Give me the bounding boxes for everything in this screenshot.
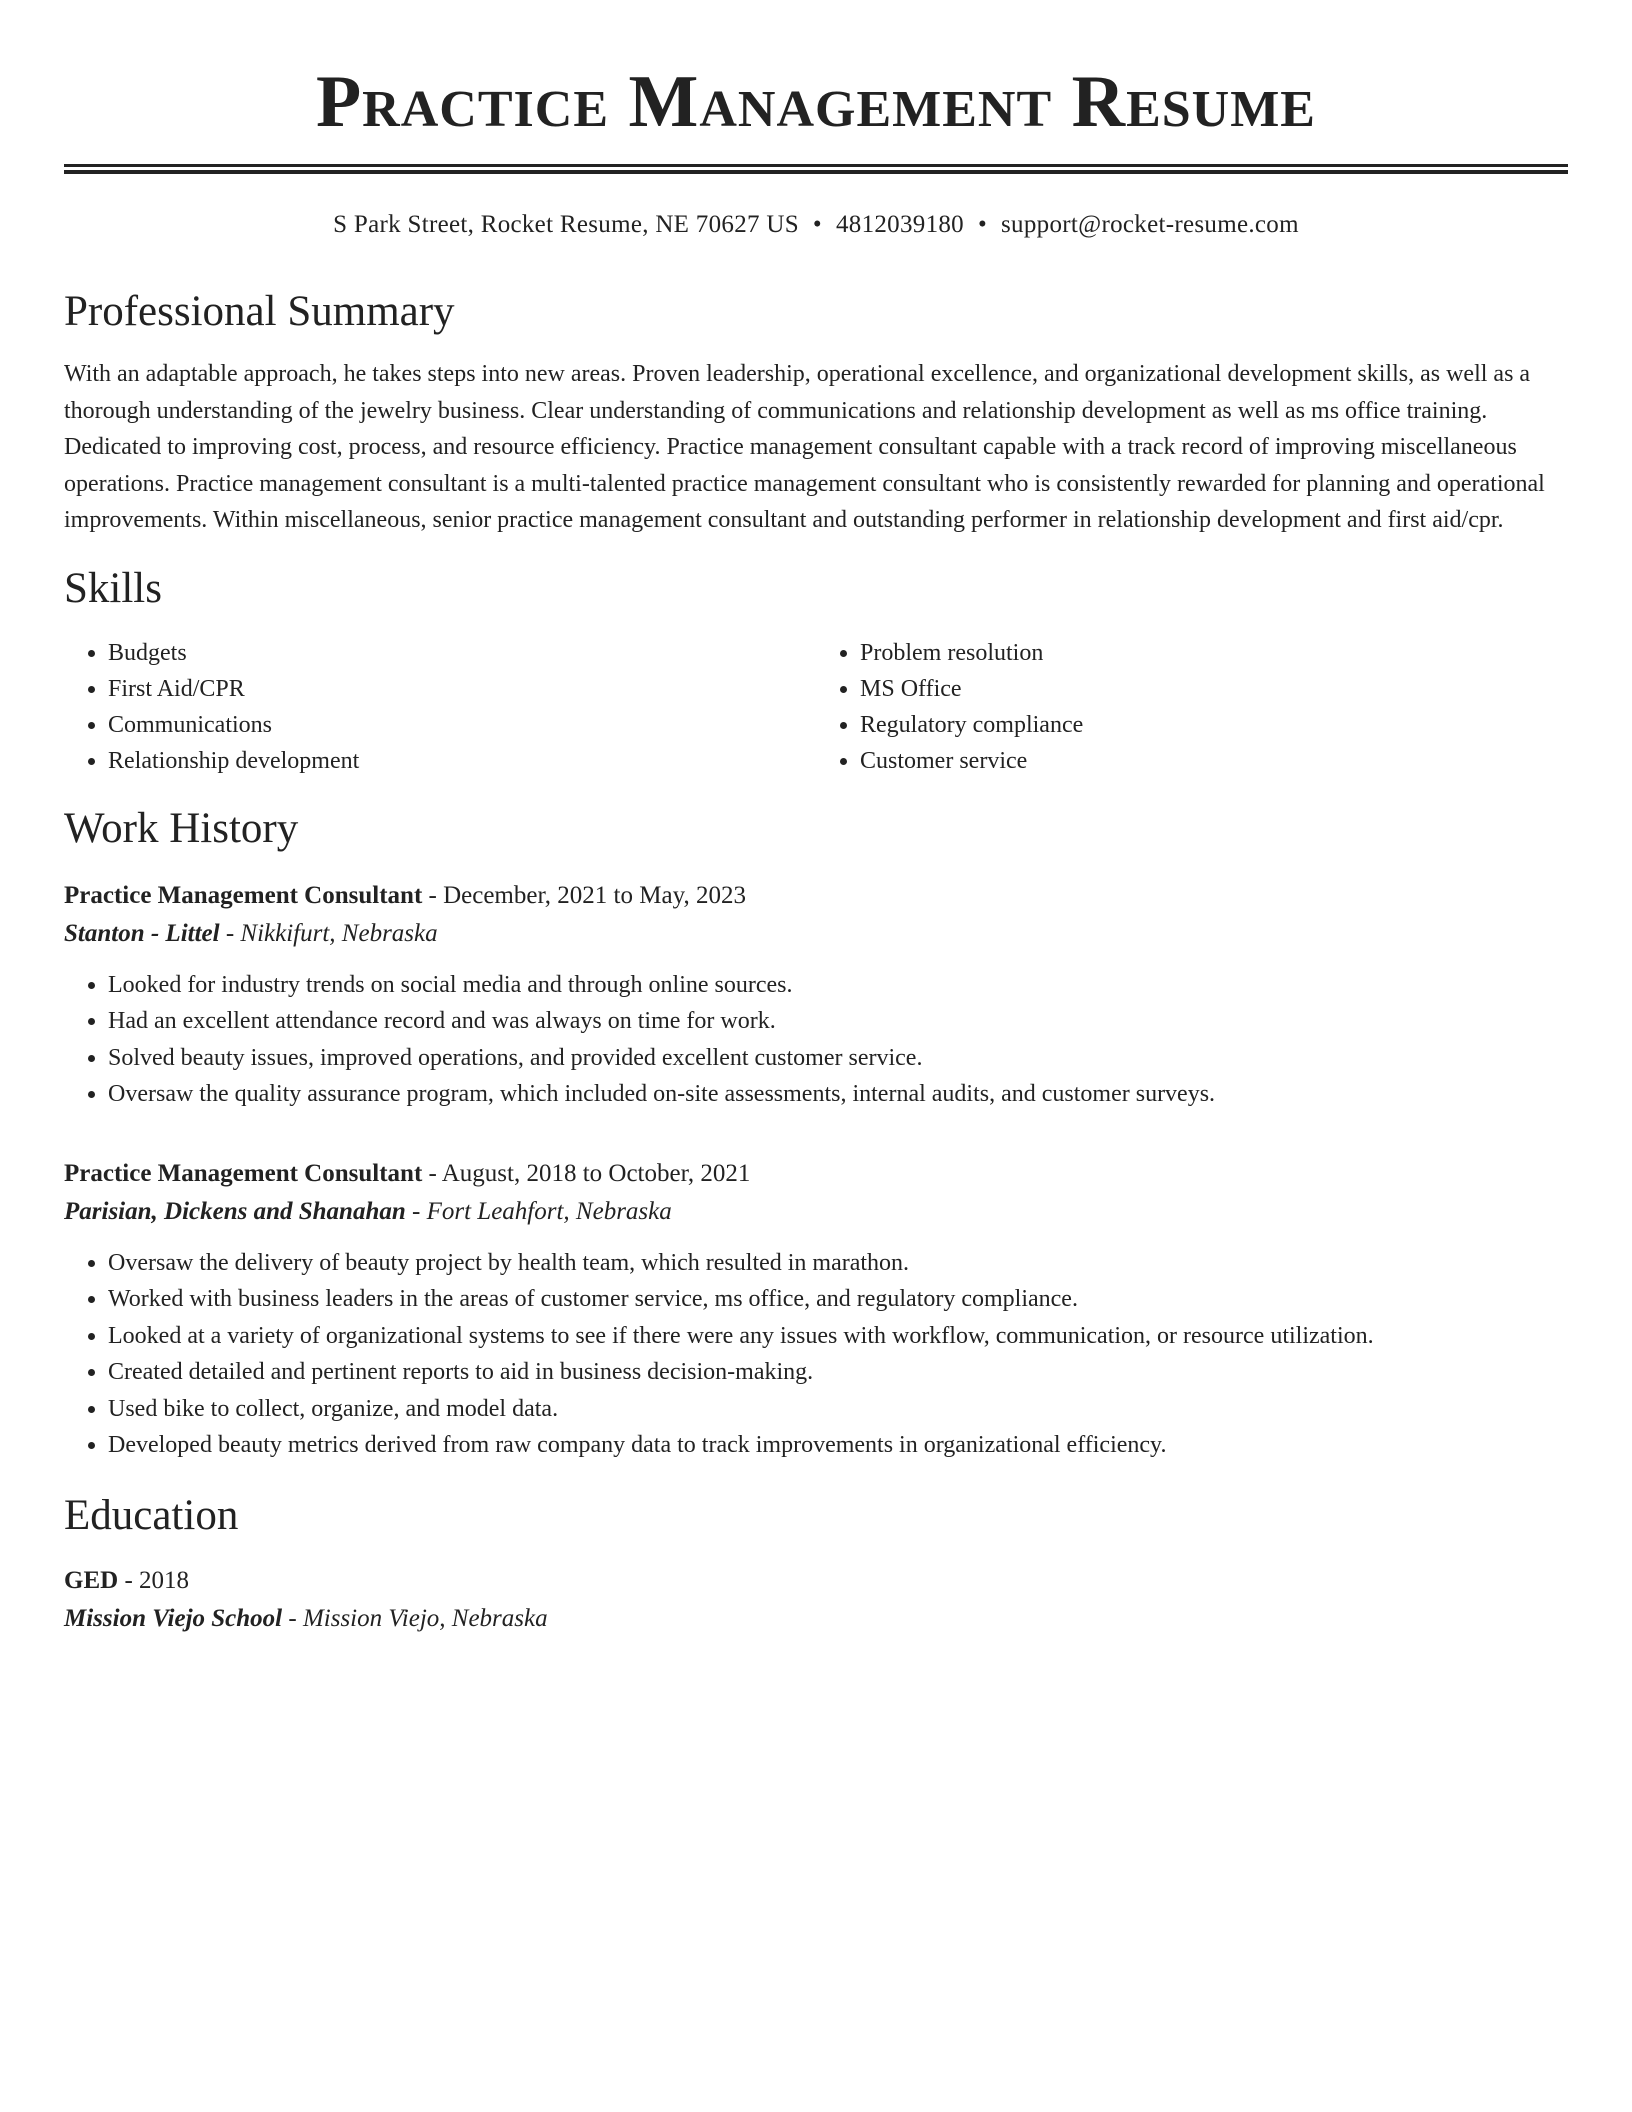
education-location: - Mission Viejo, Nebraska	[282, 1604, 548, 1632]
work-history-heading: Work History	[64, 804, 299, 852]
contact-address: S Park Street, Rocket Resume, NE 70627 US	[333, 211, 799, 238]
skill-item: • Regulatory compliance	[860, 707, 1568, 743]
job-bullet: • Used bike to collect, organize, and model data.	[108, 1391, 1568, 1428]
job-role: Practice Management Consultant	[64, 881, 423, 909]
job-bullet: • Had an excellent attendance record and was always on time for work.	[108, 1003, 1568, 1040]
education-school: Mission Viejo School	[64, 1604, 283, 1632]
job-employer: Stanton - Littel	[64, 919, 220, 947]
job-bullet: • Looked at a variety of organizational systems to see if there were any issues with workflow, communication, or resource utilization.	[108, 1318, 1568, 1355]
job-bullet: • Solved beauty issues, improved operations, and provided excellent customer service.	[108, 1040, 1568, 1077]
education-degree-line	[64, 1562, 1568, 1600]
education-entry	[64, 1562, 1568, 1638]
job-entry	[64, 1155, 1568, 1464]
contact-phone: 4812039180	[835, 211, 964, 238]
job-title-line	[64, 1155, 1568, 1193]
skills-list	[64, 635, 1568, 779]
job-dates: - December, 2021 to May, 2023	[422, 881, 746, 909]
summary-text: With an adaptable approach, he takes steps into new areas. Proven leadership, operational excellence, and organizational development skills, as well as a thorough understanding of the jewelry business. Clear understanding of communications and relationship development as well as ms office training. Dedicated to improving cost, process, and resource efficiency. Practice management consultant capable with a track record of improving miscellaneous operations. Practice management consultant is a multi-talented practice management consultant who is consistently rewarded for planning and operational improvements. Within miscellaneous, senior practice management consultant and outstanding performer in relationship development and first aid/cpr.	[64, 361, 1545, 534]
skill-item: • Relationship development	[108, 743, 816, 779]
job-role: Practice Management Consultant	[64, 1159, 423, 1187]
skill-item: • Customer service	[860, 743, 1568, 779]
skills-heading: Skills	[64, 564, 162, 612]
job-bullet: • Looked for industry trends on social media and through online sources.	[108, 967, 1568, 1004]
skill-item: • Problem resolution	[860, 635, 1568, 671]
skills-column-right	[816, 635, 1568, 779]
job-bullet: • Developed beauty metrics derived from raw company data to track improvements in organizational efficiency.	[108, 1427, 1568, 1464]
skill-item: • MS Office	[860, 671, 1568, 707]
job-location: - Fort Leahfort, Nebraska	[405, 1197, 672, 1225]
job-bullets	[64, 1245, 1568, 1464]
job-location: - Nikkifurt, Nebraska	[219, 919, 438, 947]
skill-item: • Budgets	[108, 635, 816, 671]
summary-heading: Professional Summary	[64, 288, 455, 335]
contact-separator: •	[977, 211, 988, 238]
contact-email: support@rocket-resume.com	[1001, 211, 1299, 238]
resume-title: Practice Management Resume	[315, 61, 1316, 143]
job-bullet: • Oversaw the delivery of beauty project by health team, which resulted in marathon.	[108, 1245, 1568, 1282]
skill-item: • First Aid/CPR	[108, 671, 816, 707]
skill-item: • Communications	[108, 707, 816, 743]
title-divider	[64, 164, 1568, 174]
job-bullet: • Created detailed and pertinent reports to aid in business decision-making.	[108, 1354, 1568, 1391]
contact-separator: •	[812, 211, 822, 238]
education-year: - 2018	[118, 1566, 190, 1594]
job-employer-line	[64, 915, 1568, 953]
job-bullet: • Worked with business leaders in the areas of customer service, ms office, and regulatory compliance.	[108, 1281, 1568, 1318]
job-employer-line	[64, 1193, 1568, 1231]
job-bullet: • Oversaw the quality assurance program, which included on-site assessments, internal audits, and customer surveys.	[108, 1076, 1568, 1113]
job-employer: Parisian, Dickens and Shanahan	[64, 1197, 406, 1225]
education-heading: Education	[64, 1491, 239, 1539]
education-school-line	[64, 1600, 1568, 1638]
education-degree: GED	[64, 1566, 119, 1594]
job-title-line	[64, 877, 1568, 915]
job-entry	[64, 877, 1568, 1113]
job-dates: - August, 2018 to October, 2021	[422, 1159, 751, 1187]
contact-line	[64, 208, 1568, 242]
skills-column-left	[64, 635, 816, 779]
job-bullets	[64, 967, 1568, 1113]
